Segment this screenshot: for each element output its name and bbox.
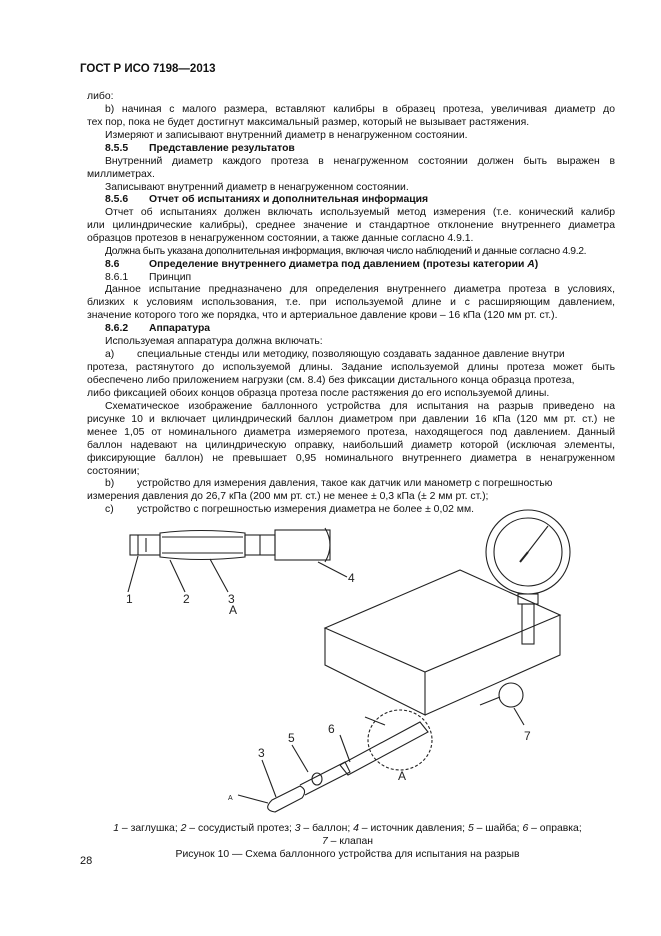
section-heading-8-5-6: 8.5.6 Отчет об испытаниях и дополнительная информация — [105, 194, 429, 205]
text-line: Записывают внутренний диаметр в ненагруженном состоянии. — [105, 182, 409, 193]
text-line: Измеряют и записывают внутренний диаметр в ненагруженном состоянии. — [105, 130, 468, 141]
text-line: Должна быть указана дополнительная информация, включая число наблюдений и данные согласно 4.9.2. — [105, 246, 587, 257]
text-line: протеза, растянутого до используемой длины. Задание используемой длины протеза может быть — [87, 362, 615, 373]
text-line: миллиметрах. — [87, 169, 155, 180]
text-line: Отчет об испытаниях должен включать используемый метод измерения (т.е. конический калибр — [105, 207, 615, 218]
text-line: образцов протезов в ненагруженном состоянии, а также данные согласно 4.9.1. — [87, 233, 474, 244]
text-line: Схематическое изображение баллонного устройства для испытания на разрыв приведено на — [105, 401, 615, 412]
text-line: Используемая аппаратура должна включать: — [105, 336, 323, 347]
block-body-drawing — [325, 570, 560, 715]
running-header: ГОСТ Р ИСО 7198—2013 — [80, 63, 216, 75]
figure-caption: Рисунок 10 — Схема баллонного устройства для испытания на разрыв — [175, 849, 520, 860]
figure-label: 3 — [228, 592, 235, 606]
figure-label: А — [398, 769, 407, 783]
list-item-a: а) специальные стенды или методику, позволяющую создавать заданное давление внутри — [105, 349, 565, 360]
text-line: b) начиная с малого размера, вставляют калибры в образец протеза, увеличивая диаметр до — [105, 104, 615, 115]
text-line: либо: — [87, 91, 114, 102]
text-line: Внутренний диаметр каждого протеза в ненагруженном состоянии должен быть выражен в — [105, 156, 615, 167]
text-line: фиксирующие баллон) не превышает 0,95 номинального внутреннего диаметра в ненагруженном — [87, 453, 615, 464]
figure-label: 7 — [524, 729, 531, 743]
figure-label: 6 — [328, 722, 335, 736]
manometer-drawing — [486, 510, 570, 644]
figure-label: 1 — [126, 592, 133, 606]
mandrel-drawing — [238, 710, 432, 812]
text-line: Данное испытание предназначено для определения внутреннего диаметра протеза в условиях, — [105, 284, 615, 295]
section-heading-8-6-2: 8.6.2 Аппаратура — [105, 323, 211, 334]
page-number: 28 — [80, 855, 93, 867]
text-line: измерения давления до 26,7 кПа (200 мм рт. ст.) не менее ± 0,3 кПа (± 2 мм рт. ст.); — [87, 491, 489, 502]
figure-label: А — [229, 603, 238, 617]
figure-legend: 7 – клапан — [322, 836, 373, 847]
text-line: состоянии; — [87, 466, 140, 477]
figure-legend: 1 – заглушка; 2 – сосудистый протез; 3 – баллон; 4 – источник давления; 5 – шайба; 6 – оправка; — [113, 823, 582, 834]
section-heading-8-6-1: 8.6.1 Принцип — [105, 272, 192, 283]
text-line: баллон надевают на цилиндрическую оправку, наибольший диаметр которой (исключая элементы, — [87, 440, 615, 451]
figure-label: А — [228, 795, 233, 802]
detail-a-drawing — [128, 528, 347, 592]
figure-label: 2 — [183, 592, 190, 606]
figure-label: 5 — [288, 731, 295, 745]
list-item-b: b) устройство для измерения давления, такое как датчик или манометр с погрешностью — [105, 478, 553, 489]
figure-label: 3 — [258, 746, 265, 760]
section-heading-8-5-5: 8.5.5 Представление результатов — [105, 143, 295, 154]
text-line: либо фиксацией обоих концов образца протеза после растяжения до его используемой длины. — [87, 388, 550, 399]
text-line: менее 1,05 от номинального диаметра измеряемого протеза, находящегося под давлением. Данный — [87, 427, 615, 438]
text-line: рисунке 10 и включает цилиндрический баллон диаметром при давлении 16 кПа (120 мм рт. ст.) не — [87, 414, 615, 425]
section-heading-8-6: 8.6 Определение внутреннего диаметра под давлением (протезы категории А) — [105, 259, 539, 270]
text-line: обеспечено либо приложением нагрузки (см. 8.4) без фиксации дистального конца образца протеза, — [87, 375, 575, 386]
text-line: тех пор, пока не будет достигнут максимальный размер, который не вызывает растяжения. — [87, 117, 530, 128]
text-line: значение которого того же порядка, что и артериальное давление крови – 16 кПа (120 мм рт. ст.). — [87, 310, 558, 321]
text-line: близких к условиям использования, т.е. при используемой длине и с расширяющим давлением, — [87, 297, 615, 308]
figure-label: 4 — [348, 571, 355, 585]
text-line: или цилиндрические калибры), среднее значение и стандартное отклонение внутреннего диаметра — [87, 220, 615, 231]
list-item-c: c) устройство с погрешностью измерения диаметра не более ± 0,02 мм. — [105, 504, 474, 515]
